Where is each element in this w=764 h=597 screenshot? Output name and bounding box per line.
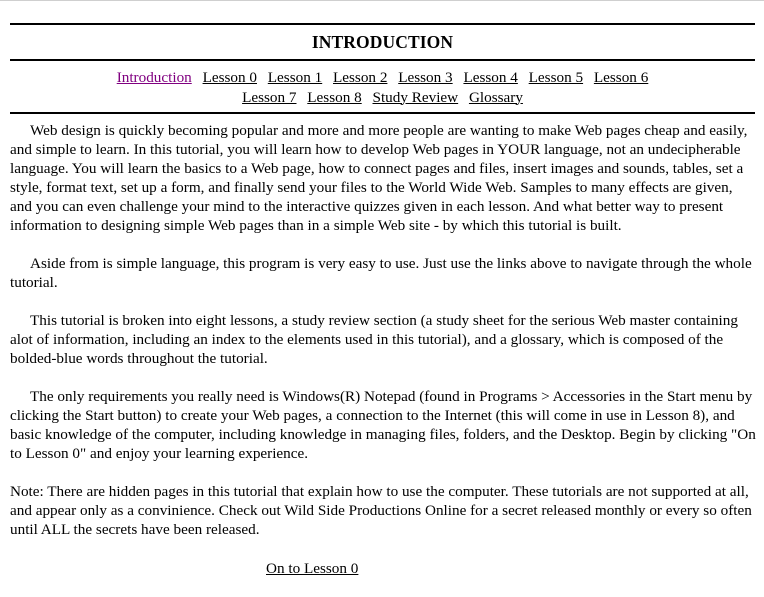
nav-link-study-review[interactable]: Study Review <box>372 88 459 106</box>
nav-bottom-rule <box>10 112 755 114</box>
lesson-nav <box>10 68 755 107</box>
nav-link-glossary[interactable]: Glossary <box>468 88 523 106</box>
title-bottom-rule <box>10 59 755 61</box>
page-title: INTRODUCTION <box>311 32 454 52</box>
hidden-pages-note: Note: There are hidden pages in this tutorial that explain how to use the computer. These tutorials are not supported at all, and appear only as a convinience. Check out Wild Side Productions Online for a secret released monthly or every so often until ALL the secrets have been released. <box>10 483 752 538</box>
requirements-paragraph: The only requirements you really need is Windows(R) Notepad (found in Programs > Accessories in the Start menu by clicking the Start button) to create your Web pages, a connection to the Internet (this will come in use in Lesson 8), and basic knowledge of the computer, including knowledge in managing files, folders, and the Desktop. Begin by clicking "On to Lesson 0" and enjoy your learning experience. <box>10 388 756 462</box>
nav-link-introduction[interactable]: Introduction <box>116 69 192 86</box>
nav-link-lesson-3[interactable]: Lesson 3 <box>398 69 453 86</box>
nav-link-lesson-5[interactable]: Lesson 5 <box>528 69 584 86</box>
nav-link-lesson-7[interactable]: Lesson 7 <box>242 88 297 106</box>
structure-paragraph: This tutorial is broken into eight lessons, a study review section (a study sheet for the serious Web master containing alot of information, including an index to the elements used in this tutorial), and a glossary, which is composed of the bolded-blue words throughout the tutorial. <box>10 312 738 367</box>
nav-link-lesson-6[interactable]: Lesson 6 <box>593 69 649 86</box>
on-to-lesson-0-link[interactable]: On to Lesson 0 <box>266 560 359 577</box>
nav-link-lesson-2[interactable]: Lesson 2 <box>333 69 388 86</box>
nav-link-lesson-4[interactable]: Lesson 4 <box>463 69 518 86</box>
nav-link-lesson-1[interactable]: Lesson 1 <box>267 69 323 86</box>
nav-link-lesson-8[interactable]: Lesson 8 <box>307 88 362 106</box>
window-top-edge <box>0 0 764 1</box>
usage-paragraph: Aside from is simple language, this program is very easy to use. Just use the links above to navigate through the whole tutorial. <box>10 255 752 291</box>
intro-content <box>10 121 756 558</box>
nav-link-lesson-0[interactable]: Lesson 0 <box>202 69 257 86</box>
title-top-rule <box>10 23 755 25</box>
intro-paragraph: Web design is quickly becoming popular and more and more people are wanting to make Web pages cheap and easily, and simple to learn. In this tutorial, you will learn how to develop Web pages in YOUR language, not an undecipherable language. You will learn the basics to a Web page, how to connect pages and files, insert images and sounds, tables, set a style, format text, set up a form, and finally send your files to the World Wide Web. Samples to many effects are given, and you can even challenge your mind to the interactive quizzes given in each lesson. And what better way to present information to designing simple Web pages than in a simple Web site - by which this tutorial is built. <box>10 122 748 234</box>
